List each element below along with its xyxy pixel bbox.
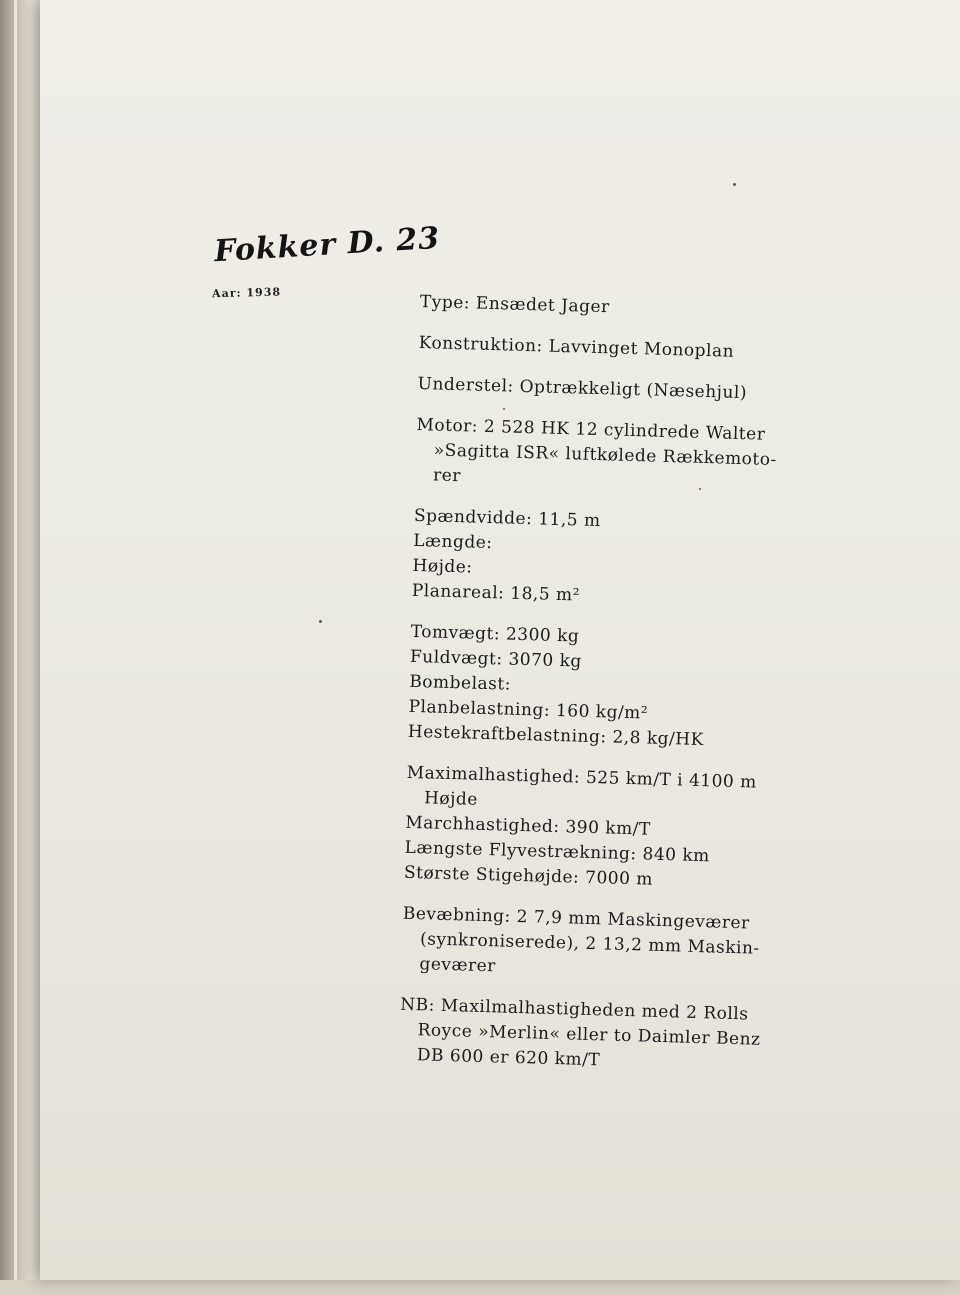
spec-height: Højde: <box>412 555 473 578</box>
spec-power-loading: Hestekraftbelastning: 2,8 kg/HK <box>407 721 705 751</box>
spec-armament: Bevæbning: 2 7,9 mm Maskingeværer (synkroniserede), 2 13,2 mm Maskin- geværer <box>402 903 760 977</box>
paper-speck <box>319 620 322 623</box>
spec-range: Længste Flyvestrækning: 840 km <box>404 837 711 867</box>
aircraft-title: Fokker D. 23 <box>213 220 442 270</box>
spec-ceiling: Største Stigehøjde: 7000 m <box>403 862 654 890</box>
paper-speck <box>503 408 505 410</box>
spec-length: Længde: <box>412 530 493 554</box>
spec-wingspan: Spændvidde: 11,5 m <box>413 505 601 532</box>
spec-list <box>398 290 840 1095</box>
paper-speck <box>699 488 701 490</box>
spec-construction: Konstruktion: Lavvinget Monoplan <box>418 332 735 362</box>
spec-type: Type: Ensædet Jager <box>419 292 610 318</box>
spec-dimensions <box>412 504 835 616</box>
spec-cruise-speed: Marchhastighed: 390 km/T <box>405 812 652 840</box>
spec-wing-area: Planareal: 18,5 m² <box>411 580 581 606</box>
spec-note: NB: Maxilmalhastigheden med 2 Rolls Royce »Merlin« eller to Daimler Benz DB 600 er 620 km/T <box>400 994 761 1071</box>
paper-speck <box>733 183 736 186</box>
spec-motor: Motor: 2 528 HK 12 cylindrede Walter »Sagitta ISR« luftkølede Rækkemoto- rer <box>416 414 778 487</box>
spec-max-speed: Maximalhastighed: 525 km/T i 4100 m <box>406 762 758 793</box>
spec-performance: Maximalhastighed: 525 km/T i 4100 m Højde Marchhastighed: 390 km/T Længste Flyvestrækning: 840 km Største Stigehøjde: 7000 m <box>404 761 827 898</box>
spec-full-weight: Fuldvægt: 3070 kg <box>409 646 583 672</box>
spec-weights <box>408 620 831 757</box>
spec-empty-weight: Tomvægt: 2300 kg <box>410 621 580 647</box>
spec-wing-loading: Planbelastning: 160 kg/m² <box>408 696 649 724</box>
spec-bomb-load: Bombelast: <box>409 671 512 695</box>
spec-undercarriage: Understel: Optrækkeligt (Næsehjul) <box>417 373 748 404</box>
year-label: Aar: 1938 <box>211 285 282 301</box>
